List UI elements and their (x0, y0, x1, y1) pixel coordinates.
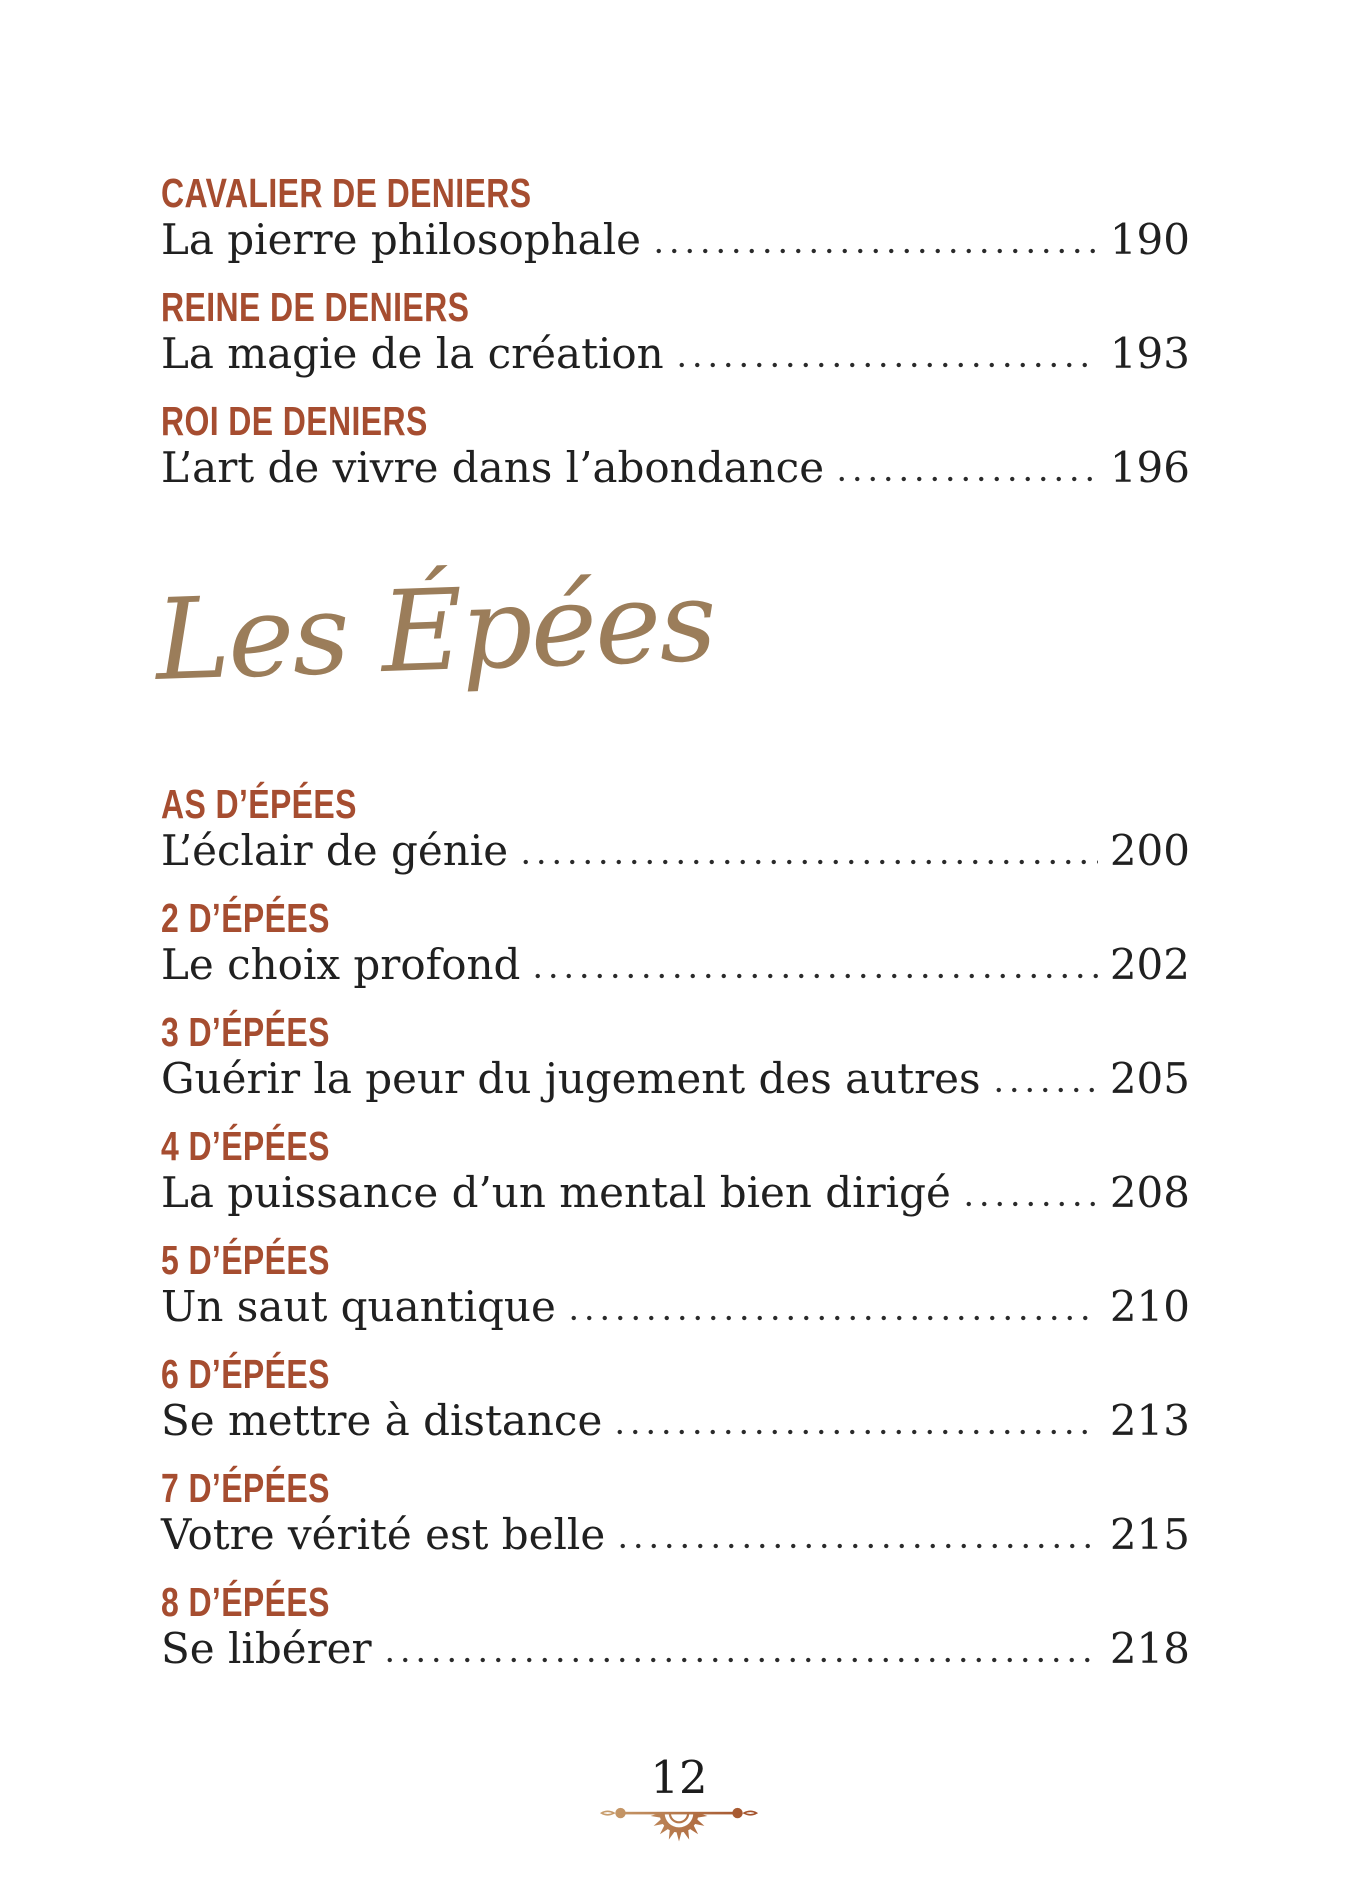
toc-page-ref: 190 (1109, 215, 1190, 264)
sun-icon (651, 1813, 708, 1842)
dot-leader (834, 476, 1098, 482)
toc-page-ref: 205 (1109, 1054, 1190, 1103)
toc-card-name: 2 D’ÉPÉES (161, 895, 330, 941)
toc-entry-row (161, 827, 1190, 874)
toc-entry-title: L’éclair de génie (161, 826, 509, 875)
toc-entry (161, 1351, 1190, 1444)
toc-card-name: ROI DE DENIERS (161, 398, 428, 444)
dot-leader (530, 973, 1097, 979)
dot-leader (566, 1315, 1098, 1321)
toc-entry (161, 1237, 1190, 1330)
dot-leader (518, 859, 1098, 865)
toc-entry-title: La puissance d’un mental bien dirigé (161, 1168, 951, 1217)
toc-entry-row (161, 330, 1190, 377)
right-finial-icon (732, 1808, 756, 1818)
dot-leader (991, 1087, 1098, 1093)
toc-entry-row (161, 1169, 1190, 1216)
toc-entry-row (161, 1055, 1190, 1102)
toc-entry-row (161, 444, 1190, 491)
toc-card-name: REINE DE DENIERS (161, 284, 470, 330)
toc-entry-title: Guérir la peur du jugement des autres (161, 1054, 981, 1103)
toc-card-name: 8 D’ÉPÉES (161, 1579, 330, 1625)
dot-leader (651, 248, 1098, 254)
toc-entry-title: Se mettre à distance (161, 1396, 603, 1445)
toc-page-ref: 202 (1109, 940, 1190, 989)
toc-entry-row (161, 216, 1190, 263)
toc-entry (161, 1009, 1190, 1102)
toc-card-name: 3 D’ÉPÉES (161, 1009, 330, 1055)
toc-section-deniers (161, 170, 1190, 491)
toc-page-ref: 210 (1109, 1282, 1190, 1331)
toc-page-ref: 200 (1109, 826, 1190, 875)
toc-card-name: CAVALIER DE DENIERS (161, 170, 532, 216)
toc-entry (161, 781, 1190, 874)
dot-leader (615, 1543, 1098, 1549)
toc-entry-title: Votre vérité est belle (161, 1510, 606, 1559)
folio-page-number: 12 (650, 1751, 708, 1804)
toc-entry-title: Le choix profond (161, 940, 521, 989)
toc-page-ref: 213 (1109, 1396, 1190, 1445)
toc-entry-title: Se libérer (161, 1624, 372, 1673)
toc-page-ref: 208 (1109, 1168, 1190, 1217)
toc-card-name: 5 D’ÉPÉES (161, 1237, 330, 1283)
toc-card-name: 4 D’ÉPÉES (161, 1123, 330, 1169)
toc-entry-title: L’art de vivre dans l’abondance (161, 443, 825, 492)
toc-entry (161, 895, 1190, 988)
toc-entry-row (161, 1283, 1190, 1330)
toc-entry-title: La pierre philosophale (161, 215, 642, 264)
toc-entry (161, 1123, 1190, 1216)
toc-page-ref: 215 (1109, 1510, 1190, 1559)
dot-leader (961, 1201, 1098, 1207)
dot-leader (382, 1657, 1098, 1663)
divider-line (619, 1812, 739, 1815)
toc-section-epees (153, 537, 1190, 1673)
toc-card-name: 6 D’ÉPÉES (161, 1351, 330, 1397)
toc-entry (161, 1579, 1190, 1672)
toc-entry-title: Un saut quantique (161, 1282, 556, 1331)
toc-entry-row (161, 1397, 1190, 1444)
table-of-contents (153, 170, 1190, 1693)
sun-divider-ornament (599, 1799, 759, 1845)
section-script-title: Les Épées (153, 556, 717, 706)
toc-page-ref: 196 (1109, 443, 1190, 492)
toc-card-name: 7 D’ÉPÉES (161, 1465, 330, 1511)
toc-entry (161, 284, 1190, 377)
dot-leader (612, 1429, 1098, 1435)
toc-entry (161, 170, 1190, 263)
toc-entry-row (161, 1625, 1190, 1672)
toc-entry-row (161, 941, 1190, 988)
toc-card-name: AS D’ÉPÉES (161, 781, 357, 827)
toc-entry (161, 398, 1190, 491)
toc-page-ref: 193 (1109, 329, 1190, 378)
toc-page-ref: 218 (1109, 1624, 1190, 1673)
toc-entry-title: La magie de la création (161, 329, 664, 378)
toc-entry-row (161, 1511, 1190, 1558)
toc-entry (161, 1465, 1190, 1558)
dot-leader (674, 362, 1098, 368)
